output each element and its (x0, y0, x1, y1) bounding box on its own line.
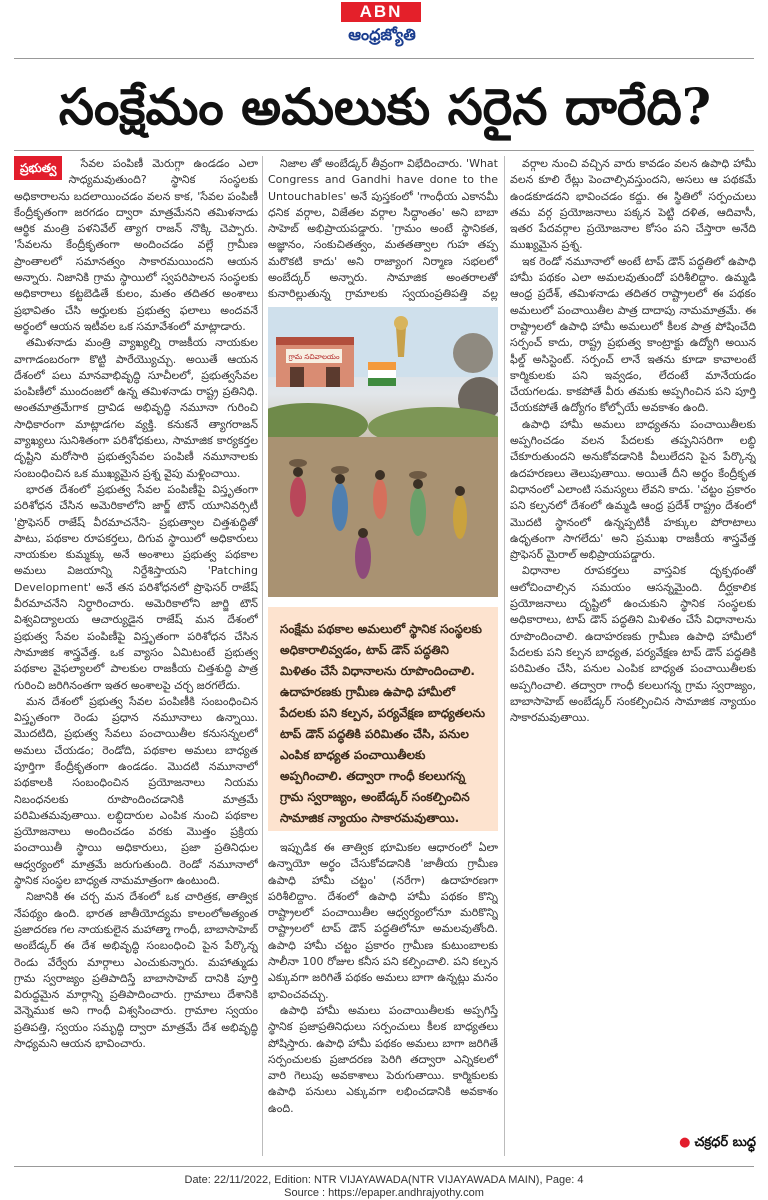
andhrajyothy-logo[interactable]: ఆంధ్రజ్యోతి (348, 25, 416, 44)
footer (0, 1174, 768, 1200)
worker-figure (290, 477, 306, 517)
worker-figure (373, 479, 387, 519)
column-divider (504, 156, 505, 1156)
column-3-paragraph: విధానాల రూపకర్తలు వాస్తవిక దృక్పథంతో ఆలోచించాల్సిన సమయం ఆసన్నమైంది. దీర్ఘకాలిక ప్రయోజనాలు దృష్టిలో ఉంచుకుని స్థానిక సంస్థలకు అధికారాలు, టాప్ డౌన్ పద్ధతిని మిళితం చేసే విధానాలను రూపొందించాలి. ఉదాహరణకు గ్రామీణ ఉపాధి హామీలో పేదలకు పని కల్పన బాధ్యత, పర్యవేక్షణ టాప్ డౌన్ పద్ధతికి పరిమితం చేసి, పనుల ఎంపిక బాధ్యత పంచాయితీలకు అప్పగించాలి. తద్వారా గాంధీ కలలుగన్న గ్రామ స్వరాజ్యం, బాబాసాహెబ్ అంబేడ్కర్ సంకల్పించిన సామాజిక న్యాయం సాకారమవుతాయి. (510, 564, 756, 725)
top-rule (14, 58, 754, 59)
footer-rule (14, 1166, 754, 1167)
gandhi-portrait (453, 333, 493, 373)
column-1-paragraph: తమిళనాడు మంత్రి వ్యాఖ్యల్ని రాజకీయ నాయకుల వాగాడంబరంగా కొట్టి పారేయ్యొచ్చు. అయితే ఆయన దేశంలో పలు మానవాభివృద్ధి సూచీలలో, ప్రభుత్వసేవల పంపిణీలో ముందంజలో ఉన్న తమిళనాడు రాష్ట్ర ప్రతినిధి. అంతమాత్రమేగాక ద్రావిడ అభివృద్ధి నమూనా గురించి సాధికారంగా మాట్లాడగల వ్యక్తి. కనుకనే త్యాగరాజన్ వ్యాఖ్యలు సునిశితంగా పరిశోధకులు, సామాజిక కార్యకర్తల దృష్టిని మరోసారి ప్రభుత్వసేవల పంపిణీ నమూనాలకు సంబంధించిన ఒక ముఖ్యమైన ప్రశ్న వైపు మళ్లించాయి. (14, 336, 258, 480)
headline-rule (14, 150, 754, 151)
photo-collage (268, 307, 498, 597)
abn-logo[interactable]: ABN (341, 2, 421, 22)
column-2-top (268, 156, 498, 304)
column-1-paragraph: నిజానికి ఈ చర్చ మన దేశంలో ఒక చారిత్రక, తాత్విక నేపథ్యం ఉంది. భారత జాతీయోద్యమ కాలంలోఅత్యంత ప్రజాదరణ గల నాయకులైన మహాత్మా గాంధీ, బాబాసాహెబ్ అంబేడ్కర్ ఈ దేశ అభివృద్ధి సంబంధించి పైన పేర్కొన్న రెండు వేర్వేరు మార్గాలు ఎంచుకున్నారు. మహాత్ముడు గ్రామ స్వరాజ్యం ప్రతిపాదిస్తే బాబాసాహెబ్ దానికి పూర్తి విరుద్ధమైన మార్గాన్ని ప్రతిపాదించారు. గ్రామాలు దేశానికి వెన్నెముక అని గాంధీ విశ్వసించారు. గ్రామాల స్వయం ప్రతిపత్తి, స్వయం సమృద్ధి ద్వారా మాత్రమే దేశ అభివృద్ధి సాధ్యమని ఆయన భావించారు. (14, 890, 258, 1051)
column-1-paragraph: సేవల పంపిణీ మెరుగ్గా ఉండడం ఎలా సాధ్యమవుతుంది? స్థానిక సంస్థలకు అధికారాలను బదలాయించడం వలన కాక, 'సేవల పంపిణీ కేంద్రీకృతంగా జరగడం ద్వారా మాత్రమేనని తమిళనాడు ఆర్థిక మంత్రి పళనివేల్ త్యాగ రాజన్ నొక్కి చెప్పారు. 'సేవలను కేంద్రీకృతంగా అందించడం వల్లే గ్రామీణ ప్రాంతాలలో సమానత్వం సాకారమయిందని ఆయన అన్నారు. నిజానికి గ్రామ స్థాయిలో స్వపరిపాలన సంస్థలకు అధికారాలు కట్టబెడితే కులం, మతం తదితర అంశాలు ప్రభావితం చేసి అర్హులకు ప్రభుత్వ ఫలాలు అందవనే అర్థంలో ఆయన ఇటీవల ఒక సమావేశంలో మాట్లాడారు. (14, 157, 258, 333)
bullet-dot-icon: ● (679, 1135, 691, 1150)
worker-figure (410, 488, 426, 536)
column-2-paragraph: ఇప్పుడిక ఈ తాత్విక భూమికల ఆధారంలో ఏలా ఉన్నాయో అర్థం చేసుకోవడానికి 'జాతీయ గ్రామీణ ఉపాధి హామీ చట్టం' (నరేగా) ఉదాహరణగా పరిశీలిద్దాం. దేశంలో ఉపాధి హామీ పథకం కొన్ని రాష్ట్రాలలో పంచాయితీల ఆధ్వర్యంలోనూ మరికొన్ని రాష్ట్రాలలో టాప్ డౌన్ పద్ధతిలోనూ అమలవుతోంది. ఉపాధి హామీ చట్టం ప్రకారం గ్రామీణ కుటుంబాలకు సాలీనా 100 రోజుల కనీస పని కల్పించాలి. పని కల్పన ఎక్కువగా జరిగితే పథకం అమలు బాగా ఉన్నట్లు మనం భావించవచ్చు. (268, 841, 498, 1001)
column-2-paragraph: ఉపాధి హామీ అమలు పంచాయితీలకు అప్పగిస్తే స్థానిక ప్రజాప్రతినిధులు సర్పంచులు కీలక బాధ్యతలు పోషిస్తారు. ఉపాధి హామీ పథకం అమలు బాగా జరిగితే సర్పంచులకు ప్రజాదరణ పెరిగి తద్వారా ఎన్నికలలో వారి గెలుపు అవకాశాలు పెరుగుతాయి. కార్మికులకు ఉపాధి పనులు ఎక్కువగా లభించడానికి అవకాశం ఉంది. (268, 1003, 498, 1115)
author-name: చక్రధర్ బుధ్ధ (694, 1135, 756, 1150)
column-1 (14, 156, 258, 1158)
column-divider (262, 156, 263, 1156)
column-3-paragraph: ఉపాధి హామీ అమలు బాధ్యతను పంచాయితీలకు అప్పగించడం వలన పేదలకు తప్పనిసరిగా లబ్ధి చేకూరుతుందని అనుకోవడానికి వీలులేదని పైన పేర్కొన్న ఉదహరణలు తెలుపుతాయి. అయితే దీని అర్థం కేంద్రీకృత విధానంలో ఎలాంటి సమస్యలు లేవని కాదు. 'చట్టం ప్రకారం పని కల్పనలో దేశంలో ఉమ్మడి ఆంధ్ర ప్రదేశ్ రాష్ట్రం దేశంలో మొదటి స్థానంలో ఉన్నప్పటికీ హక్కుల పోరాటాలు ఉధృతంగా సాగలేదు' అని ప్రముఖ రాజకీయ శాస్త్రవేత్త ప్రొఫెసర్ మైరాల్ అభిప్రాయపడ్డారు. (510, 417, 756, 562)
building-signboard: గ్రామ సచివాలయం (288, 353, 340, 361)
pull-quote: సంక్షేమ పథకాల అమలులో స్థానిక సంస్థలకు అధికారాలివ్వడం, టాప్ డౌన్ పద్ధతిని మిళితం చేసే విధానాలను రూపొందించాలి. ఉదాహరణకు గ్రామీణ ఉపాధి హామీలో పేదలకు పని కల్పన, పర్యవేక్షణ బాధ్యతలను టాప్ డౌన్ పద్ధతికి పరిమితం చేసి, పనుల ఎంపిక బాధ్యత పంచాయితీలకు అప్పగించాలి. తద్వారా గాంధీ కలలుగన్న గ్రామ స్వరాజ్యం, అంబేడ్కర్ సంకల్పించిన సామాజిక న్యాయం సాకారమవుతాయి. (268, 607, 498, 831)
worker-figure (355, 535, 371, 579)
column-1-paragraph: మన దేశంలో ప్రభుత్వ సేవల పంపిణీకి సంబంధించిన విస్తృతంగా రెండు ప్రధాన నమూనాలు ఉన్నాయి. మొదటిది, ప్రభుత్వ సేవలు పంచాయితీల కనుసన్నలలో అమలు చేయడం; రెండోది, పథకాల అమలు బాధ్యత పూర్తిగా కేంద్రీకృతంగా ఉండడం. మొదటి నమూనాలో పథకాలకి సంబంధించిన ప్రయోజనాలు నియమ నిబంధనలకు రూపొందించడానికి మాత్రమే పరిమితమవుతాయి. లబ్ధిదారుల ఎంపిక నుంచి పథకాల ప్రయోజనాలు అందించడం వరకు మొత్తం ప్రక్రియ పంచాయితీ స్థాయి అధికారులు, ప్రజా ప్రతినిధుల ఆధ్వర్యంలో మాత్రమే జరుగుతుంది. రెండో నమూనాలో స్థానిక సంస్థల బాధ్యత నామమాత్రంగా ఉంటుంది. (14, 694, 258, 888)
worker-figure (453, 495, 467, 539)
column-2-bottom (268, 840, 498, 1158)
column-3 (510, 156, 756, 1128)
byline (646, 1135, 756, 1157)
headline: సంక్షేమం అమలుకు సరైన దారేది? (58, 77, 712, 136)
worker-figure (332, 483, 348, 531)
source-link[interactable]: Source : https://epaper.andhrajyothy.com (284, 1187, 484, 1199)
masthead (0, 0, 768, 52)
column-3-paragraph: ఇక రెండో నమూనాలో అంటే టాప్ డౌన్ పద్ధతిలో ఉపాధి హామీ పథకం ఎలా అమలవుతుందో పరిశీలిద్దాం. ఉమ్మడి ఆంధ్ర ప్రదేశ్, తమిళనాడు తదితర రాష్ట్రాలలో ఈ పథకం అమలులో పంచాయితీల పాత్ర దాదాపు నామమాత్రమే. ఈ రాష్ట్రాలలో ఉపాధి హామీ అమలులో కీలక పాత్ర పోషించేది సర్పంచ్ కాదు, రాష్ట్ర ప్రభుత్వ కాంట్రాక్టు ఉద్యోగి అయిన ఫీల్డ్ అసిస్టెంట్. సర్పంచ్ లానే ఇతను కూడా కావాలంటే కార్మికులకు పని ఇవ్వడం, లేదంటే మానేయడం చేయగలడు. కాకపోతే వీరు తమకు అప్పగించిన పని పూర్తి చేయకపోతే ఉద్యోగం కోల్పోయే అవకాశం ఉంది. (510, 254, 756, 415)
column-3-paragraph: వర్గాల నుంచి వచ్చిన వారు కావడం వలన ఉపాధి హామీ వలన కూలి రేట్లు పెంచాల్సివస్తుందని, అసలు ఆ పథకమే ఉండకూడదని భావించడం కద్దు. ఈ స్థితిలో సర్పంచులు తమ వర్గ ప్రయోజనాలు పక్కన పెట్టి దళిత, ఆదివాసీ, ఇతర పేదవర్గాల ప్రయోజనాల కోసం పని చేస్తారా అనేది ముఖ్యమైన ప్రశ్న. (510, 157, 756, 252)
column-2-paragraph: నిజాల తో అంబేడ్కర్ తీవ్రంగా విభేదించారు. 'What Congress and Gandhi have done to the Untouchables' అనే పుస్తకంలో 'గాంధీయ ఎకానమీ ధనిక వర్గాల, విజేతల వర్గాల సిద్ధాంతం' అని బాబా సాహెబ్ అభిప్రాయపడ్డారు. 'గ్రామం అంటే స్థానికత, అజ్ఞానం, సంకుచితత్వం, మతతత్వాల గుహ తప్ప మరొకటి కాదు' అని రాజ్యాంగ నిర్మాణ సభలలో అంబేద్కర్ అన్నారు. సామాజిక అంతరాలతో కునారిల్లుతున్న గ్రామాలకు స్వయంప్రతిపత్తి వల్ల (268, 157, 498, 301)
article-photo (268, 307, 498, 597)
category-tag: ప్రభుత్వ (14, 156, 62, 180)
edition-info: Date: 22/11/2022, Edition: NTR VIJAYAWADA(NTR VIJAYAWADA MAIN), Page: 4 (184, 1174, 584, 1186)
column-1-paragraph: భారత దేశంలో ప్రభుత్వ సేవల పంపిణీపై విస్తృతంగా పరిశోధన చేసిన అమెరికాలోని జార్జ్ టౌన్ యూనివర్సిటీ 'ప్రొఫెసర్ రాజేష్ వీరమాచనేని- ప్రభుత్వాల చిత్తశుద్ధితో పాటు, పథకాల రూపకర్తలు, దిగువ స్థాయిలో అధికారులు నాయకుల కుమ్మక్కు అనే అంశాలు ప్రభుత్వ పథకాల అమలు విజయాన్ని నిర్దేశిస్తాయని 'Patching Development' అనే తన పరిశోధనలో ప్రొఫెసర్ రాజేష్ వీరమాచనేని నిర్ధారించారు. అమెరికాలోని జార్జి టౌన్ విశ్వవిద్యాలయ ఆచార్యుడైన రాజేష్ మన దేశంలో ప్రభుత్వ సేవల పంపిణీపై విస్తృతంగా పరిశోధన చేసిన సామాజిక శాస్త్రవేత్త. ఒక వ్యాసం ఏమిటంటే ప్రభుత్వ పథకాల వైఫల్యాలలో పాలకుల రాజకీయ చిత్తశుద్ధి పాత్ర గురించి జరిగినంతగా ఇతర అంశాలపై చర్చ జరగలేదు. (14, 482, 258, 692)
